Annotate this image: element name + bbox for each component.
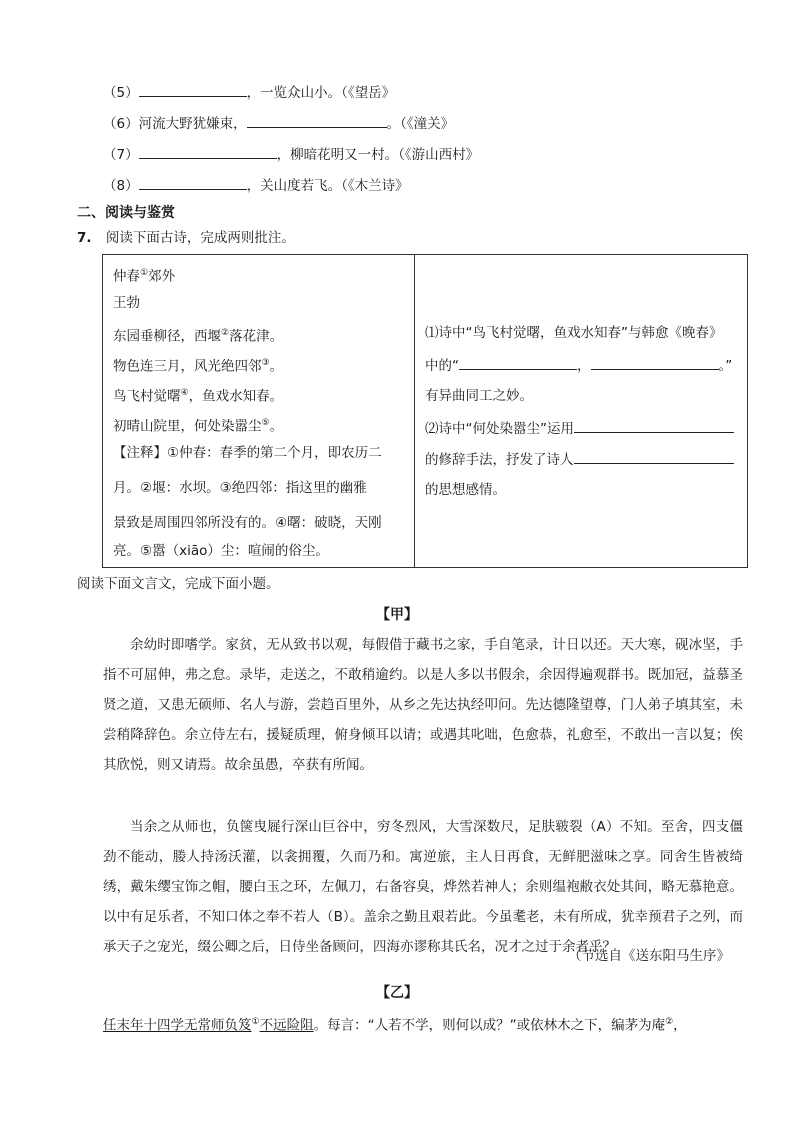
item-number: （5）: [103, 85, 139, 101]
question-7: [77, 228, 295, 248]
answer-blank[interactable]: [139, 175, 247, 190]
blank-item-7: [103, 144, 479, 165]
answer-blank[interactable]: [139, 82, 247, 97]
annotation-cell: [415, 255, 748, 568]
answer-blank[interactable]: [574, 449, 734, 464]
verse-text: ，关山度若飞。（《木兰诗》: [246, 178, 409, 194]
underlined-text: 任末年十四学无常师负笈: [103, 1017, 252, 1034]
answer-blank[interactable]: [591, 355, 719, 370]
poem-table: [102, 254, 748, 568]
underlined-text: 不远险阻: [259, 1017, 314, 1034]
question-prompt: 阅读下面古诗，完成两则批注。: [105, 230, 295, 246]
annotation-1-blanks: 中的“ ， 。”: [425, 355, 732, 376]
poem-line: 物色连三月，风光绝四邻③。: [113, 358, 284, 375]
poem-author: 王勃: [113, 295, 140, 311]
poem-line: 初晴山院里，何处染嚣尘⑤。: [113, 418, 284, 435]
item-number: （8）: [103, 178, 139, 194]
jia-paragraph-1: 余幼时即嗜学。家贫，无从致书以观，每假借于藏书之家，手自笔录，计日以还。天大寒，砚冰坚，手指不可屈伸，弗之怠。录毕，走送之，不敢稍逾约。以是人多以书假余，余因得遍观群书。既加冠，益慕圣贤之道，又患无硕师、名人与游，尝趋百里外，从乡之先达执经叩问。先达德隆望尊，门人弟子填其室，未尝稍降辞色。余立侍左右，援疑质理，俯身倾耳以请；或遇其叱咄，色愈恭，礼愈至，不敢出一言以复；俟其欣悦，则又请焉。故余虽愚，卒获有所闻。: [103, 637, 743, 773]
annotation-1-end: 有异曲同工之妙。: [425, 388, 533, 404]
verse-text: ，一览众山小。（《望岳》: [246, 85, 396, 101]
verse-text: ，柳暗花明又一村。（《游山西村》: [276, 147, 480, 163]
wenyan-prompt: 阅读下面文言文，完成下面小题。: [77, 576, 280, 592]
verse-text: 河流大野犹嫌束，: [138, 116, 247, 132]
section-title: 二、阅读与鉴赏: [77, 205, 175, 221]
blank-item-5: [103, 82, 395, 103]
question-number: 7.: [77, 230, 92, 246]
jia-paragraph-2: 当余之从师也，负箧曳屣行深山巨谷中，穷冬烈风，大雪深数尺，足肤皲裂（A）不知。至舍，四支僵劲不能动，媵人持汤沃灌，以衾拥覆，久而乃和。寓逆旅，主人日再食，无鲜肥滋味之享。同舍生皆被绮绣，戴朱缨宝饰之帽，腰白玉之环，左佩刀，右备容臭，烨然若神人；余则缊袍敝衣处其间，略无慕艳意。以中有足乐者，不知口体之奉不若人（B）。盖余之勤且艰若此。今虽耄老，未有所成，犹幸预君子之列，而承天子之宠光，缀公卿之后，日侍坐备顾问，四海亦谬称其氏名，况才之过于余者乎？: [103, 819, 743, 955]
annotation-1-line: ⑴诗中“鸟飞村觉曙，鱼戏水知春”与韩愈《晚春》: [425, 325, 723, 341]
poem-title: 仲春①郊外: [113, 268, 176, 285]
blank-item-6: [103, 113, 454, 134]
jia-source: （节选自《送东阳马生序》: [568, 948, 730, 964]
annotation-2-line: ⑵诗中“何处染嚣尘”运用: [425, 418, 734, 439]
poem-note: 景致是周围四邻所没有的。④曙：破晓，天刚: [113, 515, 382, 531]
poem-cell: [103, 255, 415, 568]
annotation-2-end: 的思想感情。: [425, 482, 506, 498]
item-number: （7）: [103, 147, 139, 163]
answer-blank[interactable]: [574, 418, 734, 433]
verse-text: 。（《潼关》: [386, 116, 455, 132]
answer-blank[interactable]: [139, 144, 277, 159]
item-number: （6）: [103, 116, 139, 132]
poem-note: 亮。⑤嚣（xiāo）尘：喧闹的俗尘。: [113, 543, 329, 559]
poem-note: 【注释】①仲春：春季的第二个月，即农历二: [113, 445, 382, 461]
answer-blank[interactable]: [459, 355, 577, 370]
blank-item-8: [103, 175, 409, 196]
yi-paragraph: 任末年十四学无常师负笈①不远险阻。每言：“人若不学，则何以成？”或依林木之下，编茅为庵②，: [103, 1017, 687, 1034]
poem-line: 鸟飞村觉曙④，鱼戏水知春。: [113, 388, 284, 405]
poem-note: 月。②堰：水坝。③绝四邻：指这里的幽雅: [113, 480, 367, 496]
annotation-2-line: 的修辞手法，抒发了诗人: [425, 449, 734, 470]
yi-heading: 【乙】: [376, 985, 418, 1001]
jia-heading: 【甲】: [376, 607, 418, 623]
poem-line: 东园垂柳径，西堰②落花津。: [113, 328, 284, 345]
answer-blank[interactable]: [247, 113, 387, 128]
